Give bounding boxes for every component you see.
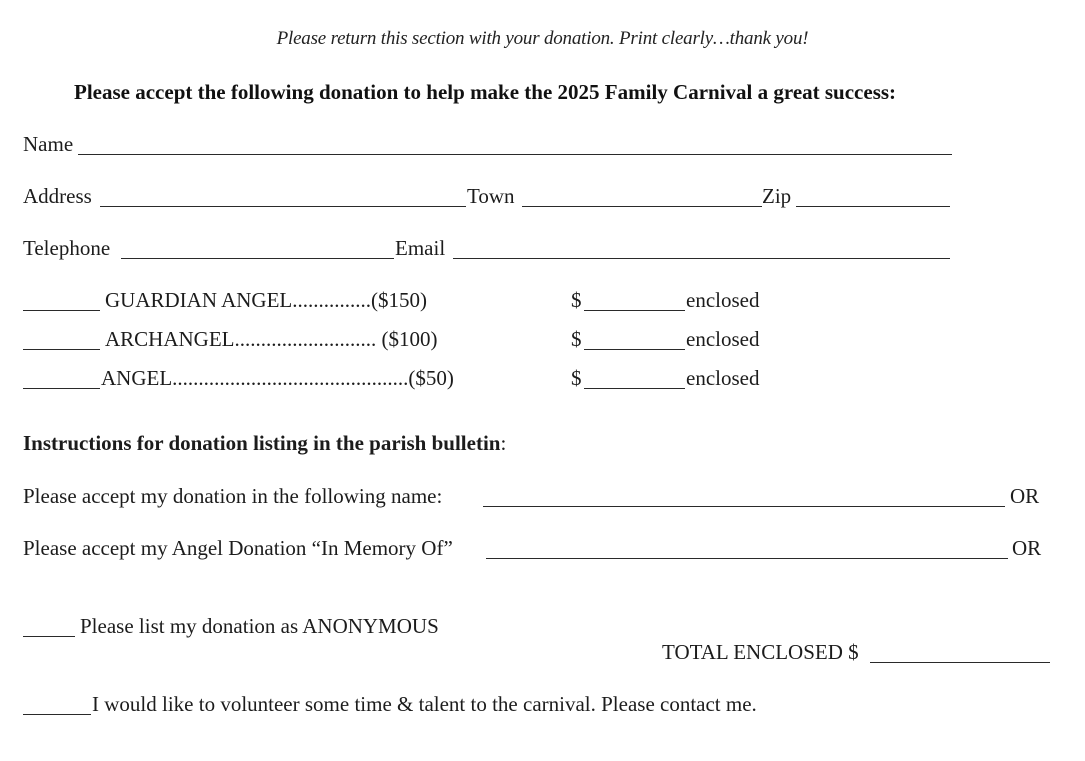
angel-enclosed: enclosed: [686, 366, 760, 390]
town-label: Town: [467, 184, 515, 208]
town-field-line[interactable]: [522, 206, 762, 207]
in-memory-label: Please accept my Angel Donation “In Memory Of”: [23, 536, 453, 560]
zip-label: Zip: [762, 184, 792, 208]
angel-amount: ($50): [408, 366, 454, 390]
donation-name-label: Please accept my donation in the following name:: [23, 484, 443, 508]
instructions-heading-text: Instructions for donation listing in the parish bulletin: [23, 431, 501, 455]
form-heading: Please accept the following donation to help make the 2025 Family Carnival a great success:: [74, 80, 897, 104]
in-memory-field-line[interactable]: [486, 558, 1008, 559]
guardian-angel-dollar: $: [571, 288, 582, 312]
archangel-dollar: $: [571, 327, 582, 351]
guardian-angel-amount: ($150): [371, 288, 427, 312]
angel-amount-line[interactable]: [584, 388, 685, 389]
email-field-line[interactable]: [453, 258, 950, 259]
guardian-angel-check-line[interactable]: [23, 310, 100, 311]
guardian-angel-name: GUARDIAN ANGEL...............: [105, 288, 371, 312]
volunteer-label: I would like to volunteer some time & talent to the carnival. Please contact me.: [92, 692, 757, 716]
telephone-label: Telephone: [23, 236, 111, 260]
archangel-amount-line[interactable]: [584, 349, 685, 350]
in-memory-or: OR: [1012, 536, 1042, 560]
telephone-field-line[interactable]: [121, 258, 394, 259]
anonymous-label: Please list my donation as ANONYMOUS: [80, 614, 439, 638]
archangel-enclosed: enclosed: [686, 327, 760, 351]
total-enclosed-field-line[interactable]: [870, 662, 1050, 663]
zip-field-line[interactable]: [796, 206, 950, 207]
total-enclosed-label: TOTAL ENCLOSED $: [662, 640, 859, 664]
archangel-label: [105, 327, 438, 352]
donation-name-or: OR: [1010, 484, 1040, 508]
angel-label: [101, 366, 454, 391]
guardian-angel-amount-line[interactable]: [584, 310, 685, 311]
angel-dollar: $: [571, 366, 582, 390]
guardian-angel-enclosed: enclosed: [686, 288, 760, 312]
donation-name-field-line[interactable]: [483, 506, 1005, 507]
address-field-line[interactable]: [100, 206, 466, 207]
archangel-check-line[interactable]: [23, 349, 100, 350]
angel-check-line[interactable]: [23, 388, 100, 389]
email-label: Email: [395, 236, 446, 260]
address-label: Address: [23, 184, 92, 208]
instructions-heading: [23, 431, 506, 456]
form-subtitle: Please return this section with your donation. Print clearly…thank you!: [276, 28, 809, 49]
name-field-line[interactable]: [78, 154, 952, 155]
angel-name: ANGEL.............................................: [101, 366, 409, 390]
volunteer-check-line[interactable]: [23, 714, 91, 715]
archangel-name: ARCHANGEL...........................: [105, 327, 377, 351]
anonymous-check-line[interactable]: [23, 636, 75, 637]
instructions-heading-colon: :: [500, 431, 507, 455]
guardian-angel-label: [105, 288, 427, 313]
archangel-amount: ($100): [381, 327, 438, 351]
name-label: Name: [23, 132, 74, 156]
